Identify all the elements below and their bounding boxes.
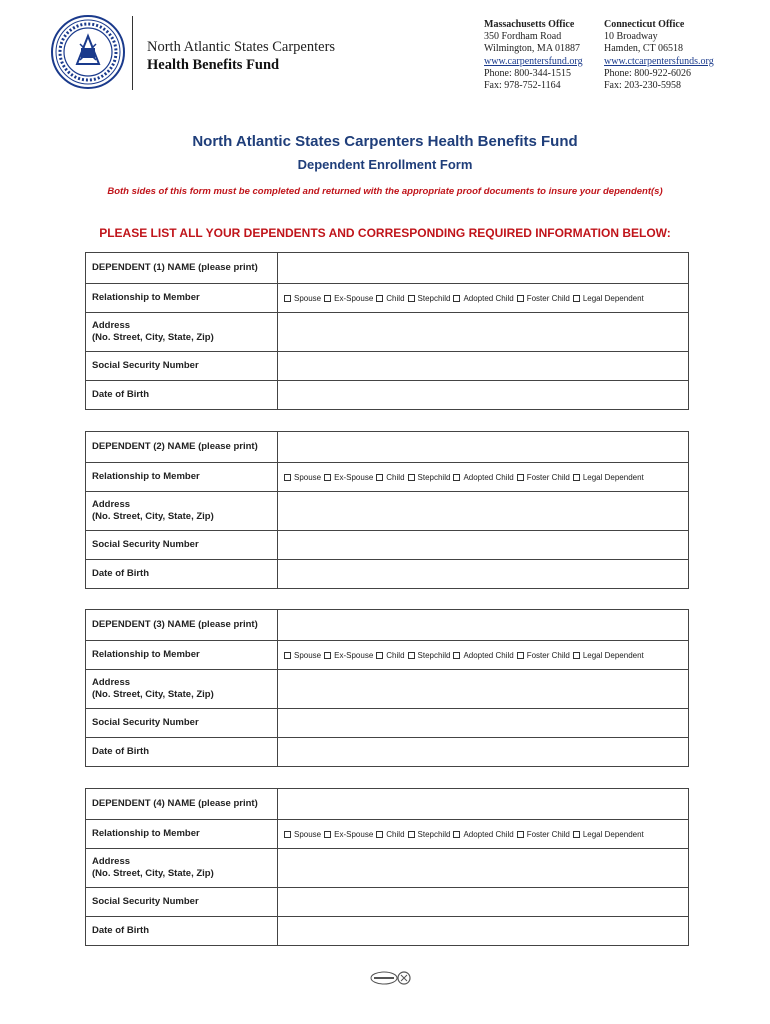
address-row <box>86 491 688 530</box>
form-instruction: PLEASE LIST ALL YOUR DEPENDENTS AND CORRESPONDING REQUIRED INFORMATION BELOW: <box>99 226 671 240</box>
option-label: Ex-Spouse <box>334 829 374 839</box>
relationship-option-child[interactable] <box>376 294 404 303</box>
office-website-link[interactable]: www.ctcarpentersfunds.org <box>604 55 714 67</box>
address-label-line2: (No. Street, City, State, Zip) <box>92 332 214 343</box>
option-label: Foster Child <box>526 829 570 839</box>
relationship-row <box>86 819 688 848</box>
relationship-option-spouse[interactable] <box>284 294 321 303</box>
form-subtitle: Dependent Enrollment Form <box>297 157 473 172</box>
dob-label: Date of Birth <box>86 381 278 409</box>
office-website-link[interactable]: www.carpentersfund.org <box>484 55 583 67</box>
option-label: Child <box>386 650 405 660</box>
checkbox-icon[interactable] <box>573 831 580 838</box>
checkbox-icon[interactable] <box>376 474 383 481</box>
name-field[interactable] <box>278 789 688 819</box>
checkbox-icon[interactable] <box>408 474 415 481</box>
checkbox-icon[interactable] <box>408 831 415 838</box>
dob-field[interactable] <box>278 381 688 409</box>
relationship-label: Relationship to Member <box>86 820 278 848</box>
option-label: Child <box>386 293 405 303</box>
union-seal-logo-icon <box>50 14 126 90</box>
dob-field[interactable] <box>278 560 688 588</box>
address-label <box>86 313 278 351</box>
address-label-line1: Address <box>92 856 131 867</box>
relationship-option-legal-dependent[interactable] <box>573 294 644 303</box>
name-field[interactable] <box>278 253 688 283</box>
relationship-option-adopted-child[interactable] <box>453 651 513 660</box>
office-city: Hamden, CT 06518 <box>604 43 683 55</box>
relationship-options <box>278 463 688 491</box>
ssn-row <box>86 351 688 380</box>
checkbox-icon[interactable] <box>453 652 460 659</box>
dob-label: Date of Birth <box>86 560 278 588</box>
option-label: Child <box>386 472 405 482</box>
option-label: Legal Dependent <box>582 650 644 660</box>
option-label: Legal Dependent <box>582 829 644 839</box>
header-divider <box>132 16 133 90</box>
relationship-option-child[interactable] <box>376 473 404 482</box>
relationship-option-adopted-child[interactable] <box>453 473 513 482</box>
relationship-option-child[interactable] <box>376 830 404 839</box>
dob-row <box>86 380 688 409</box>
dependent-1-table <box>85 252 689 410</box>
address-label-line1: Address <box>92 320 131 331</box>
checkbox-icon[interactable] <box>284 831 291 838</box>
address-label <box>86 492 278 530</box>
dependent-2-table <box>85 431 689 589</box>
address-field[interactable] <box>278 492 688 530</box>
dob-row <box>86 916 688 945</box>
address-field[interactable] <box>278 849 688 887</box>
relationship-option-adopted-child[interactable] <box>453 830 513 839</box>
ssn-row <box>86 708 688 737</box>
checkbox-icon[interactable] <box>284 652 291 659</box>
address-row <box>86 312 688 351</box>
relationship-option-ex-spouse[interactable] <box>324 651 373 660</box>
address-field[interactable] <box>278 313 688 351</box>
relationship-option-foster-child[interactable] <box>517 830 570 839</box>
relationship-option-child[interactable] <box>376 651 404 660</box>
checkbox-icon[interactable] <box>324 831 331 838</box>
dob-row <box>86 737 688 766</box>
option-label: Spouse <box>294 650 322 660</box>
checkbox-icon[interactable] <box>408 652 415 659</box>
option-label: Stepchild <box>417 472 451 482</box>
ssn-field[interactable] <box>278 709 688 737</box>
relationship-option-ex-spouse[interactable] <box>324 294 373 303</box>
relationship-label: Relationship to Member <box>86 641 278 669</box>
checkbox-icon[interactable] <box>573 474 580 481</box>
address-label-line1: Address <box>92 499 131 510</box>
checkbox-icon[interactable] <box>284 474 291 481</box>
checkbox-icon[interactable] <box>324 295 331 302</box>
option-label: Ex-Spouse <box>334 650 374 660</box>
checkbox-icon[interactable] <box>573 295 580 302</box>
office-phone: Phone: 800-344-1515 <box>484 67 571 79</box>
checkbox-icon[interactable] <box>376 295 383 302</box>
name-row <box>86 432 688 462</box>
ssn-label: Social Security Number <box>86 888 278 916</box>
name-label: DEPENDENT (2) NAME (please print) <box>86 432 278 462</box>
name-label: DEPENDENT (4) NAME (please print) <box>86 789 278 819</box>
address-row <box>86 669 688 708</box>
checkbox-icon[interactable] <box>284 295 291 302</box>
relationship-option-foster-child[interactable] <box>517 473 570 482</box>
checkbox-icon[interactable] <box>376 831 383 838</box>
option-label: Adopted Child <box>463 650 514 660</box>
form-title: North Atlantic States Carpenters Health Benefits Fund <box>192 133 578 150</box>
relationship-option-ex-spouse[interactable] <box>324 830 373 839</box>
checkbox-icon[interactable] <box>324 474 331 481</box>
relationship-label: Relationship to Member <box>86 284 278 312</box>
relationship-options <box>278 284 688 312</box>
dob-label: Date of Birth <box>86 738 278 766</box>
relationship-option-foster-child[interactable] <box>517 651 570 660</box>
dob-field[interactable] <box>278 738 688 766</box>
dob-label: Date of Birth <box>86 917 278 945</box>
ssn-label: Social Security Number <box>86 531 278 559</box>
office-city: Wilmington, MA 01887 <box>484 43 580 55</box>
form-note: Both sides of this form must be completed and returned with the appropriate proof documents to insure your dependent(s) <box>107 186 663 197</box>
name-field[interactable] <box>278 610 688 640</box>
relationship-label: Relationship to Member <box>86 463 278 491</box>
checkbox-icon[interactable] <box>517 295 524 302</box>
address-label-line2: (No. Street, City, State, Zip) <box>92 868 214 879</box>
address-row <box>86 848 688 887</box>
dependent-3-table <box>85 609 689 767</box>
option-label: Foster Child <box>526 472 570 482</box>
checkbox-icon[interactable] <box>453 295 460 302</box>
ssn-field[interactable] <box>278 352 688 380</box>
checkbox-icon[interactable] <box>453 831 460 838</box>
relationship-option-spouse[interactable] <box>284 473 321 482</box>
dependent-4-table <box>85 788 689 946</box>
relationship-option-foster-child[interactable] <box>517 294 570 303</box>
checkbox-icon[interactable] <box>453 474 460 481</box>
option-label: Foster Child <box>526 650 570 660</box>
relationship-row <box>86 283 688 312</box>
checkbox-icon[interactable] <box>376 652 383 659</box>
fund-name-line1: North Atlantic States Carpenters <box>147 39 336 55</box>
office-fax: Fax: 203-230-5958 <box>604 80 681 92</box>
option-label: Ex-Spouse <box>334 472 374 482</box>
checkbox-icon[interactable] <box>573 652 580 659</box>
name-label: DEPENDENT (1) NAME (please print) <box>86 253 278 283</box>
option-label: Legal Dependent <box>582 472 644 482</box>
connecticut-office-block <box>604 19 714 92</box>
office-fax: Fax: 978-752-1164 <box>484 80 561 92</box>
option-label: Stepchild <box>417 650 451 660</box>
checkbox-icon[interactable] <box>517 474 524 481</box>
name-field[interactable] <box>278 432 688 462</box>
checkbox-icon[interactable] <box>517 652 524 659</box>
checkbox-icon[interactable] <box>408 295 415 302</box>
relationship-option-stepchild[interactable] <box>408 473 451 482</box>
option-label: Adopted Child <box>463 472 514 482</box>
option-label: Spouse <box>294 293 322 303</box>
relationship-row <box>86 640 688 669</box>
name-row <box>86 789 688 819</box>
option-label: Stepchild <box>417 829 451 839</box>
fund-name-line2: Health Benefits Fund <box>147 57 280 73</box>
option-label: Ex-Spouse <box>334 293 374 303</box>
relationship-options <box>278 641 688 669</box>
ssn-label: Social Security Number <box>86 709 278 737</box>
option-label: Adopted Child <box>463 293 514 303</box>
name-label: DEPENDENT (3) NAME (please print) <box>86 610 278 640</box>
dob-field[interactable] <box>278 917 688 945</box>
relationship-option-legal-dependent[interactable] <box>573 651 644 660</box>
address-label <box>86 849 278 887</box>
relationship-option-adopted-child[interactable] <box>453 294 513 303</box>
checkbox-icon[interactable] <box>324 652 331 659</box>
relationship-option-spouse[interactable] <box>284 651 321 660</box>
ssn-field[interactable] <box>278 888 688 916</box>
massachusetts-office-block <box>484 19 583 92</box>
relationship-row <box>86 462 688 491</box>
relationship-options <box>278 820 688 848</box>
ssn-field[interactable] <box>278 531 688 559</box>
address-label-line2: (No. Street, City, State, Zip) <box>92 511 214 522</box>
office-street: 350 Fordham Road <box>484 31 562 43</box>
address-field[interactable] <box>278 670 688 708</box>
relationship-option-stepchild[interactable] <box>408 294 451 303</box>
relationship-option-legal-dependent[interactable] <box>573 830 644 839</box>
name-row <box>86 610 688 640</box>
relationship-option-stepchild[interactable] <box>408 651 451 660</box>
fund-name <box>147 38 335 74</box>
name-row <box>86 253 688 283</box>
relationship-option-legal-dependent[interactable] <box>573 473 644 482</box>
option-label: Foster Child <box>526 293 570 303</box>
address-label <box>86 670 278 708</box>
option-label: Child <box>386 829 405 839</box>
relationship-option-ex-spouse[interactable] <box>324 473 373 482</box>
ssn-row <box>86 887 688 916</box>
address-label-line2: (No. Street, City, State, Zip) <box>92 689 214 700</box>
ssn-label: Social Security Number <box>86 352 278 380</box>
union-label-icon <box>370 970 412 986</box>
option-label: Stepchild <box>417 293 451 303</box>
office-street: 10 Broadway <box>604 31 658 43</box>
relationship-option-stepchild[interactable] <box>408 830 451 839</box>
dob-row <box>86 559 688 588</box>
address-label-line1: Address <box>92 677 131 688</box>
option-label: Spouse <box>294 472 322 482</box>
option-label: Legal Dependent <box>582 293 644 303</box>
checkbox-icon[interactable] <box>517 831 524 838</box>
option-label: Adopted Child <box>463 829 514 839</box>
office-phone: Phone: 800-922-6026 <box>604 67 691 79</box>
ssn-row <box>86 530 688 559</box>
office-heading: Massachusetts Office <box>484 19 575 30</box>
relationship-option-spouse[interactable] <box>284 830 321 839</box>
option-label: Spouse <box>294 829 322 839</box>
office-heading: Connecticut Office <box>604 19 685 30</box>
